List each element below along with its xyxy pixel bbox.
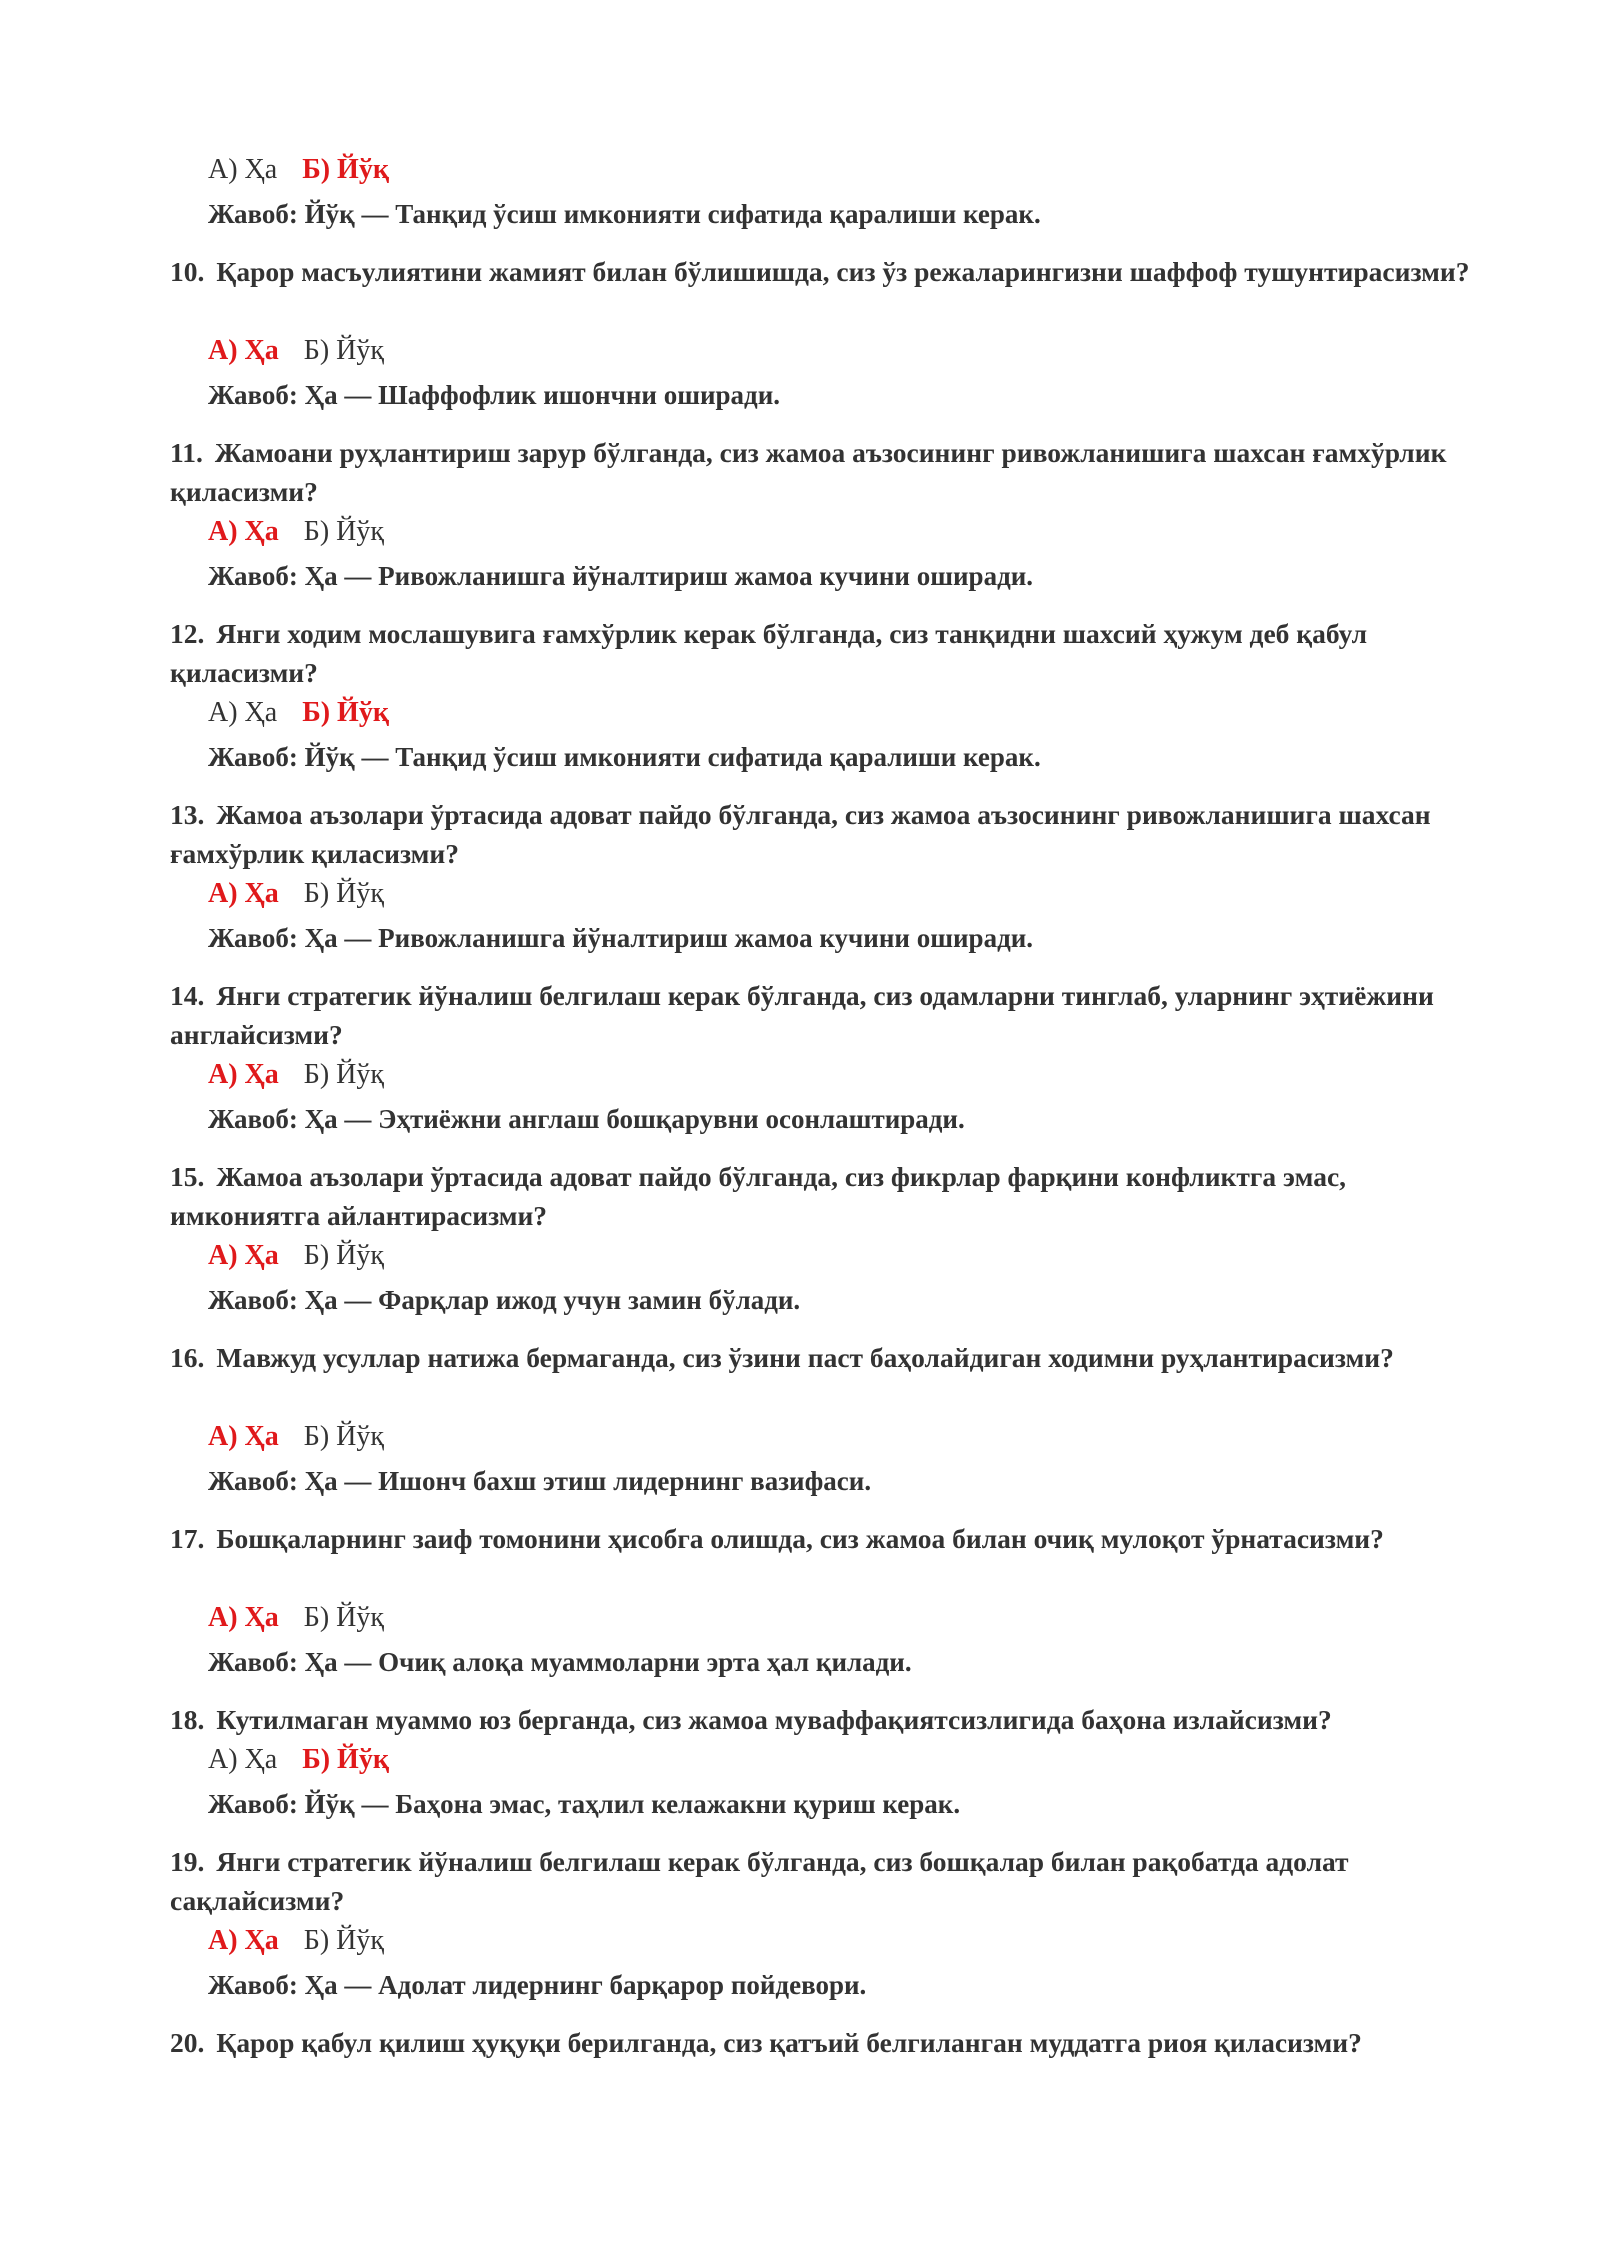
question xyxy=(170,795,1470,873)
option-b: Б) Йўқ xyxy=(302,697,389,728)
answer-explanation: Жавоб: Ҳа — Ишонч бахш этиш лидернинг вазифаси. xyxy=(208,1466,872,1496)
option-b: Б) Йўқ xyxy=(302,1744,389,1775)
option-a: А) Ҳа xyxy=(208,1925,279,1956)
question xyxy=(170,433,1470,511)
option-a: А) Ҳа xyxy=(208,878,279,909)
option-a: А) Ҳа xyxy=(208,516,279,547)
option-a: А) Ҳа xyxy=(208,697,278,728)
question xyxy=(170,1700,1470,1739)
option-a: А) Ҳа xyxy=(208,1059,279,1090)
question xyxy=(170,1157,1470,1235)
question-text: Янги стратегик йўналиш белгилаш керак бўлганда, сиз бошқалар билан рақобатда адолат сақлайсизми? xyxy=(170,1846,1349,1916)
answer-options xyxy=(208,1600,384,1636)
question-number: 14. xyxy=(170,980,205,1011)
question xyxy=(170,1519,1470,1558)
option-a: А) Ҳа xyxy=(208,1744,278,1775)
question xyxy=(170,1338,1470,1377)
question-text: Жамоа аъзолари ўртасида адоват пайдо бўлганда, сиз жамоа аъзосининг ривожланишига шахсан ғамхўрлик қиласизми? xyxy=(170,799,1431,869)
option-b: Б) Йўқ xyxy=(303,1421,384,1452)
question-text: Янги ходим мослашувига ғамхўрлик керак бўлганда, сиз танқидни шахсий ҳужум деб қабул қиласизми? xyxy=(170,618,1368,688)
option-b: Б) Йўқ xyxy=(303,878,384,909)
answer-options xyxy=(208,152,389,188)
question-text: Қарор қабул қилиш ҳуқуқи берилганда, сиз қатъий белгиланган муддатга риоя қиласизми? xyxy=(216,2027,1362,2058)
answer-explanation: Жавоб: Йўқ — Танқид ўсиш имконияти сифатида қаралиши керак. xyxy=(208,742,1041,772)
question xyxy=(170,614,1470,692)
question-number: 19. xyxy=(170,1846,205,1877)
answer-options xyxy=(208,1923,384,1959)
question-text: Жамоа аъзолари ўртасида адоват пайдо бўлганда, сиз фикрлар фарқини конфликтга эмас, имкониятга айлантирасизми? xyxy=(170,1161,1347,1231)
option-a: А) Ҳа xyxy=(208,1421,279,1452)
question-text: Кутилмаган муаммо юз берганда, сиз жамоа муваффақиятсизлигида баҳона излайсизми? xyxy=(216,1704,1332,1735)
question-number: 12. xyxy=(170,618,205,649)
option-b: Б) Йўқ xyxy=(303,1602,384,1633)
question-number: 10. xyxy=(170,256,205,287)
option-a: А) Ҳа xyxy=(208,154,278,185)
question xyxy=(170,1842,1470,1920)
answer-options xyxy=(208,1742,389,1778)
answer-options xyxy=(208,1238,384,1274)
question xyxy=(170,976,1470,1054)
question-text: Бошқаларнинг заиф томонини ҳисобга олишда, сиз жамоа билан очиқ мулоқот ўрнатасизми? xyxy=(216,1523,1384,1554)
answer-explanation: Жавоб: Ҳа — Шаффофлик ишончни оширади. xyxy=(208,380,781,410)
answer-explanation: Жавоб: Ҳа — Очиқ алоқа муаммоларни эрта ҳал қилади. xyxy=(208,1647,912,1677)
answer-explanation: Жавоб: Ҳа — Фарқлар ижод учун замин бўлади. xyxy=(208,1285,801,1315)
question-number: 17. xyxy=(170,1523,205,1554)
question xyxy=(170,2023,1470,2062)
question-text: Қарор масъулиятини жамият билан бўлишишда, сиз ўз режаларингизни шаффоф тушунтирасизми? xyxy=(216,256,1470,287)
question-text: Янги стратегик йўналиш белгилаш керак бўлганда, сиз одамларни тинглаб, уларнинг эҳтиёжини англайсизми? xyxy=(170,980,1434,1050)
option-b: Б) Йўқ xyxy=(303,516,384,547)
question-number: 16. xyxy=(170,1342,205,1373)
answer-options xyxy=(208,1057,384,1093)
answer-options xyxy=(208,333,384,369)
question-text: Жамоани руҳлантириш зарур бўлганда, сиз жамоа аъзосининг ривожланишига шахсан ғамхўрлик қиласизми? xyxy=(170,437,1447,507)
option-b: Б) Йўқ xyxy=(303,335,384,366)
answer-explanation: Жавоб: Ҳа — Ривожланишга йўналтириш жамоа кучини оширади. xyxy=(208,561,1034,591)
option-a: А) Ҳа xyxy=(208,335,279,366)
answer-options xyxy=(208,514,384,550)
option-b: Б) Йўқ xyxy=(302,154,389,185)
option-a: А) Ҳа xyxy=(208,1240,279,1271)
question-number: 20. xyxy=(170,2027,205,2058)
option-a: А) Ҳа xyxy=(208,1602,279,1633)
question-number: 13. xyxy=(170,799,205,830)
answer-explanation: Жавоб: Ҳа — Ривожланишга йўналтириш жамоа кучини оширади. xyxy=(208,923,1034,953)
answer-options xyxy=(208,876,384,912)
option-b: Б) Йўқ xyxy=(303,1925,384,1956)
option-b: Б) Йўқ xyxy=(303,1059,384,1090)
question xyxy=(170,252,1470,291)
answer-options xyxy=(208,1419,384,1455)
question-number: 18. xyxy=(170,1704,205,1735)
question-text: Мавжуд усуллар натижа бермаганда, сиз ўзини паст баҳолайдиган ходимни руҳлантирасизми? xyxy=(216,1342,1394,1373)
question-number: 11. xyxy=(170,437,203,468)
question-number: 15. xyxy=(170,1161,205,1192)
answer-explanation: Жавоб: Йўқ — Танқид ўсиш имконияти сифатида қаралиши керак. xyxy=(208,199,1041,229)
answer-explanation: Жавоб: Ҳа — Эҳтиёжни англаш бошқарувни осонлаштиради. xyxy=(208,1104,965,1134)
answer-explanation: Жавоб: Йўқ — Баҳона эмас, таҳлил келажакни қуриш керак. xyxy=(208,1789,961,1819)
option-b: Б) Йўқ xyxy=(303,1240,384,1271)
answer-options xyxy=(208,695,389,731)
answer-explanation: Жавоб: Ҳа — Адолат лидернинг барқарор пойдевори. xyxy=(208,1970,867,2000)
